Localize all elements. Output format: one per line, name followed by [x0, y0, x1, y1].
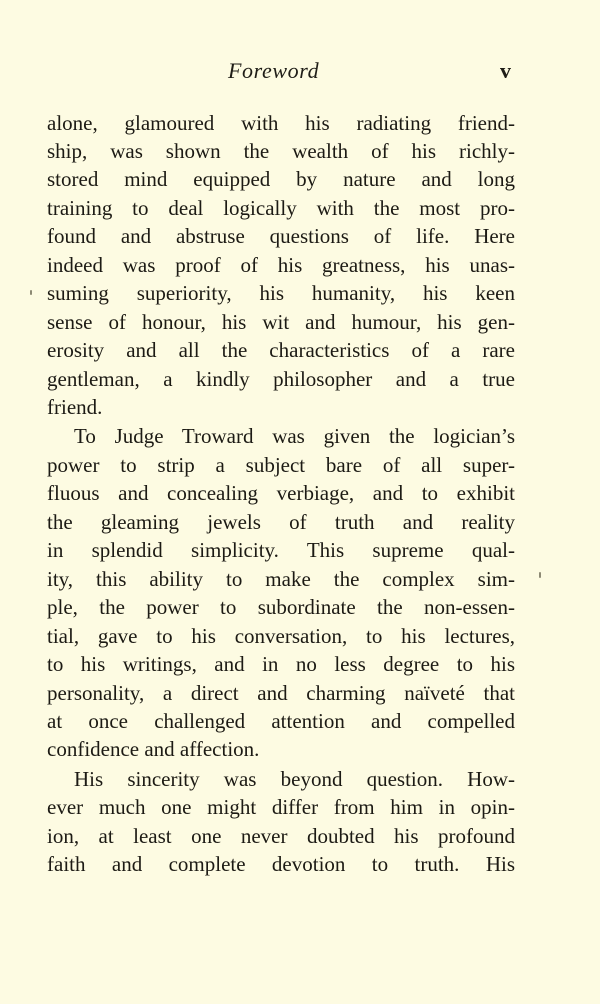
text-line: suming superiority, his humanity, his keen — [47, 281, 515, 305]
text-line: ship, was shown the wealth of his richly- — [47, 139, 515, 163]
text-line: at once challenged attention and compelled — [47, 709, 515, 733]
text-line: sense of honour, his wit and humour, his gen- — [47, 310, 515, 334]
running-head-title: Foreword — [228, 58, 320, 83]
text-line: indeed was proof of his greatness, his unas- — [47, 253, 515, 277]
text-line: training to deal logically with the most pro- — [47, 196, 515, 220]
page-number: v — [500, 58, 511, 83]
text-line: stored mind equipped by nature and long — [47, 167, 515, 191]
paper-speck — [30, 290, 32, 295]
text-line: ion, at least one never doubted his profound — [47, 824, 515, 848]
text-line: ple, the power to subordinate the non-essen- — [47, 595, 515, 619]
text-line: ever much one might differ from him in opin- — [47, 795, 515, 819]
text-line: power to strip a subject bare of all super- — [47, 453, 515, 477]
text-line: friend. — [47, 395, 103, 419]
text-line: found and abstruse questions of life. Here — [47, 224, 515, 248]
paper-speck — [539, 572, 541, 578]
running-head — [0, 58, 600, 90]
text-line: tial, gave to his conversation, to his lectures, — [47, 624, 515, 648]
text-line: confidence and affection. — [47, 737, 260, 761]
text-line: to his writings, and in no less degree to his — [47, 652, 515, 676]
text-line: His sincerity was beyond question. How- — [74, 767, 515, 791]
text-line: ity, this ability to make the complex sim- — [47, 567, 515, 591]
text-line: erosity and all the characteristics of a rare — [47, 338, 515, 362]
text-line: gentleman, a kindly philosopher and a true — [47, 367, 515, 391]
text-line: alone, glamoured with his radiating friend- — [47, 111, 515, 135]
text-line: faith and complete devotion to truth. His — [47, 852, 515, 876]
text-line: in splendid simplicity. This supreme qual- — [47, 538, 515, 562]
text-line: the gleaming jewels of truth and reality — [47, 510, 515, 534]
text-line: fluous and concealing verbiage, and to exhibit — [47, 481, 515, 505]
text-line: personality, a direct and charming naïveté that — [47, 681, 515, 705]
text-line: To Judge Troward was given the logician’s — [74, 424, 515, 448]
